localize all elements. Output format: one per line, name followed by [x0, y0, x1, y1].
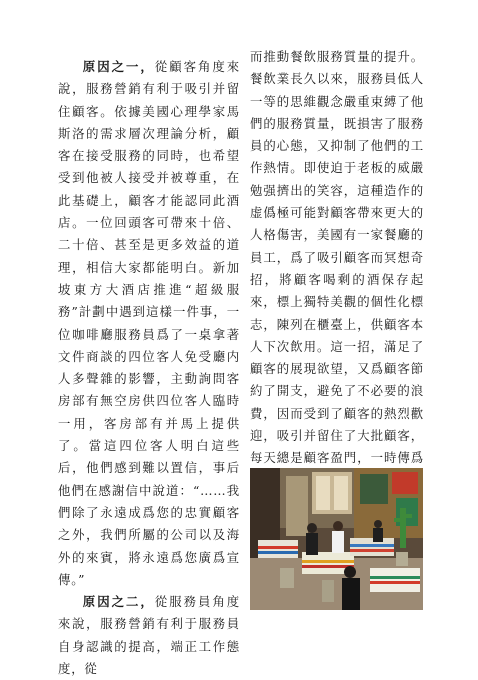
reason-two-text: 從服務員角度來說，服務營銷有利于服務員自身認識的提高，端正工作態度，從 — [58, 594, 240, 677]
reason-two-heading: 原因之二， — [82, 594, 155, 610]
paragraph-reason-two — [58, 591, 240, 680]
left-column — [58, 56, 240, 680]
restaurant-photo — [250, 468, 423, 610]
right-column — [250, 46, 424, 492]
reason-one-heading: 原因之一， — [82, 59, 155, 74]
paragraph-reason-one — [58, 56, 240, 591]
paragraph-continued: 而推動餐飲服務質量的提升。餐飲業長久以來，服務員低人一等的思維觀念嚴重束縛了他們的服務質量，既損害了服務員的心態，又抑制了他們的工作熱情。即使迫于老板的威嚴勉强擠出的笑容，這種造作的虚僞極可能對顧客帶來更大的人格傷害，美國有一家餐廳的員工，爲了吸引顧客而冥想奇招，將顧客喝剩的酒保存起來，標上獨特美觀的個性化標志，陳列在櫃臺上，供顧客本人下次飲用。這一招，滿足了顧客的展現欲望，又爲顧客節約了開支，避免了不必要的浪費，因而受到了顧客的熱烈歡迎，吸引并留住了大批顧客，每天總是顧客盈門，一時傳爲 — [250, 49, 424, 466]
reason-one-text: 從顧客角度來說，服務營銷有利于吸引并留住顧客。依據美國心理學家馬斯洛的需求層次理論分析，顧客在接受服務的同時，也希望受到他被人接受并被尊重，在此基礎上，顧客才能認同此酒店。一位回頭客可帶來十倍、二十倍、甚至是更多效益的道理，相信大家都能明白。新加坡東方大酒店推進“超級服務”計劃中遇到這樣一件事，一位咖啡廳服務員爲了一桌拿著文件商談的四位客人免受廳内人多聲雜的影響，主動詢問客房部有無空房供四位客人臨時一用，客房部有并馬上提供了。當這四位客人明白這些后，他們感到難以置信，事后他們在感謝信中說道：“……我們除了永遠成爲您的忠實顧客之外，我們所屬的公司以及海外的來賓，將永遠爲您廣爲宣傳。” — [58, 59, 240, 587]
restaurant-photo-illustration — [250, 468, 423, 610]
